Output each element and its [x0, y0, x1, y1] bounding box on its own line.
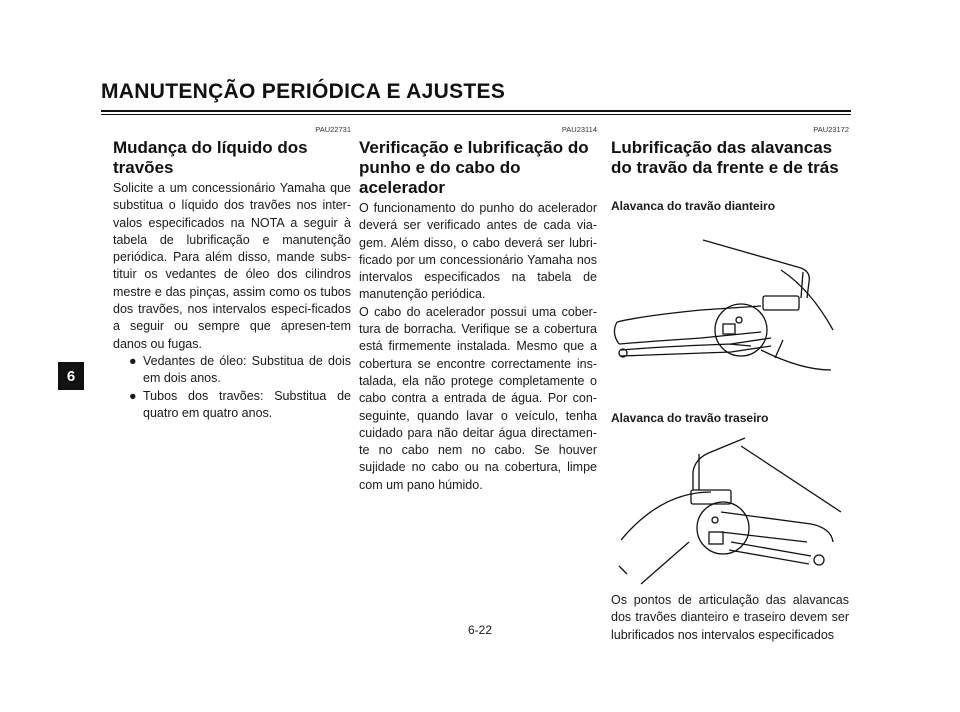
section-body-paragraph-1: O funcionamento do punho do acelerador deverá ser verificado antes de cada via-gem. Além disso, o cabo deverá ser lubri-ficado por um concessionário Yamaha nos intervalos especificados na tabela de manutenção periódica. [359, 201, 597, 302]
rear-brake-lever-illustration [611, 432, 849, 592]
header-rule-thin [101, 114, 851, 115]
bullet-icon: ● [129, 353, 137, 368]
section-body: Solicite a um concessionário Yamaha que substitua o líquido dos travões nos inter-valos especificados na NOTA a seguir à tabela de lubrificação e manutenção periódica. Para além disso, mande subs-tituir os vedantes de óleo dos cilindros mestre e das pinças, assim como os tubos dos travões, nos intervalos especi-ficados a seguir ou sempre que apresen-tem danos ou fugas. [113, 181, 351, 351]
header-rule [101, 110, 851, 112]
list-item-text: Vedantes de óleo: Substitua de dois em dois anos. [143, 353, 351, 386]
bullet-list [113, 353, 351, 422]
list-item [129, 353, 351, 388]
section-heading: Mudança do líquido dos travões [113, 138, 308, 177]
section-heading: Verificação e lubrificação do punho e do cabo do acelerador [359, 138, 589, 197]
section-throttle [359, 124, 597, 494]
page-number: 6-22 [467, 623, 493, 637]
section-code: PAU23172 [813, 125, 849, 134]
list-item [129, 388, 351, 423]
front-brake-lever-label: Alavanca do travão dianteiro [611, 199, 776, 213]
section-code: PAU23114 [561, 125, 597, 134]
section-body: Os pontos de articulação das alavancas dos travões dianteiro e traseiro devem ser lubrificados nos intervalos especificados [611, 593, 849, 642]
page-header-title: MANUTENÇÃO PERIÓDICA E AJUSTES [101, 80, 506, 103]
section-levers [611, 124, 849, 644]
chapter-tab: 6 [58, 362, 84, 390]
section-code: PAU22731 [315, 125, 351, 134]
bullet-icon: ● [129, 388, 137, 403]
section-body-paragraph-2: O cabo do acelerador possui uma cober-tura de borracha. Verifique se a cobertura está firmemente instalada. Mesmo que a cobertura se encontre correctamente ins-talada, ela não protege completamente o cabo contra a entrada de água. Por con-seguinte, quando lavar o veículo, tenha cuidado para não deitar água directamen-te no cabo nem no cabo. Se houver sujidade no cabo ou na cobertura, limpe com um pano húmido. [359, 304, 597, 492]
front-brake-lever-illustration [611, 220, 849, 390]
list-item-text: Tubos dos travões: Substitua de quatro em quatro anos. [143, 388, 351, 420]
rear-brake-lever-label: Alavanca do travão traseiro [611, 411, 769, 425]
section-brake-fluid [113, 124, 351, 422]
section-heading: Lubrificação das alavancas do travão da frente e de trás [611, 138, 839, 177]
